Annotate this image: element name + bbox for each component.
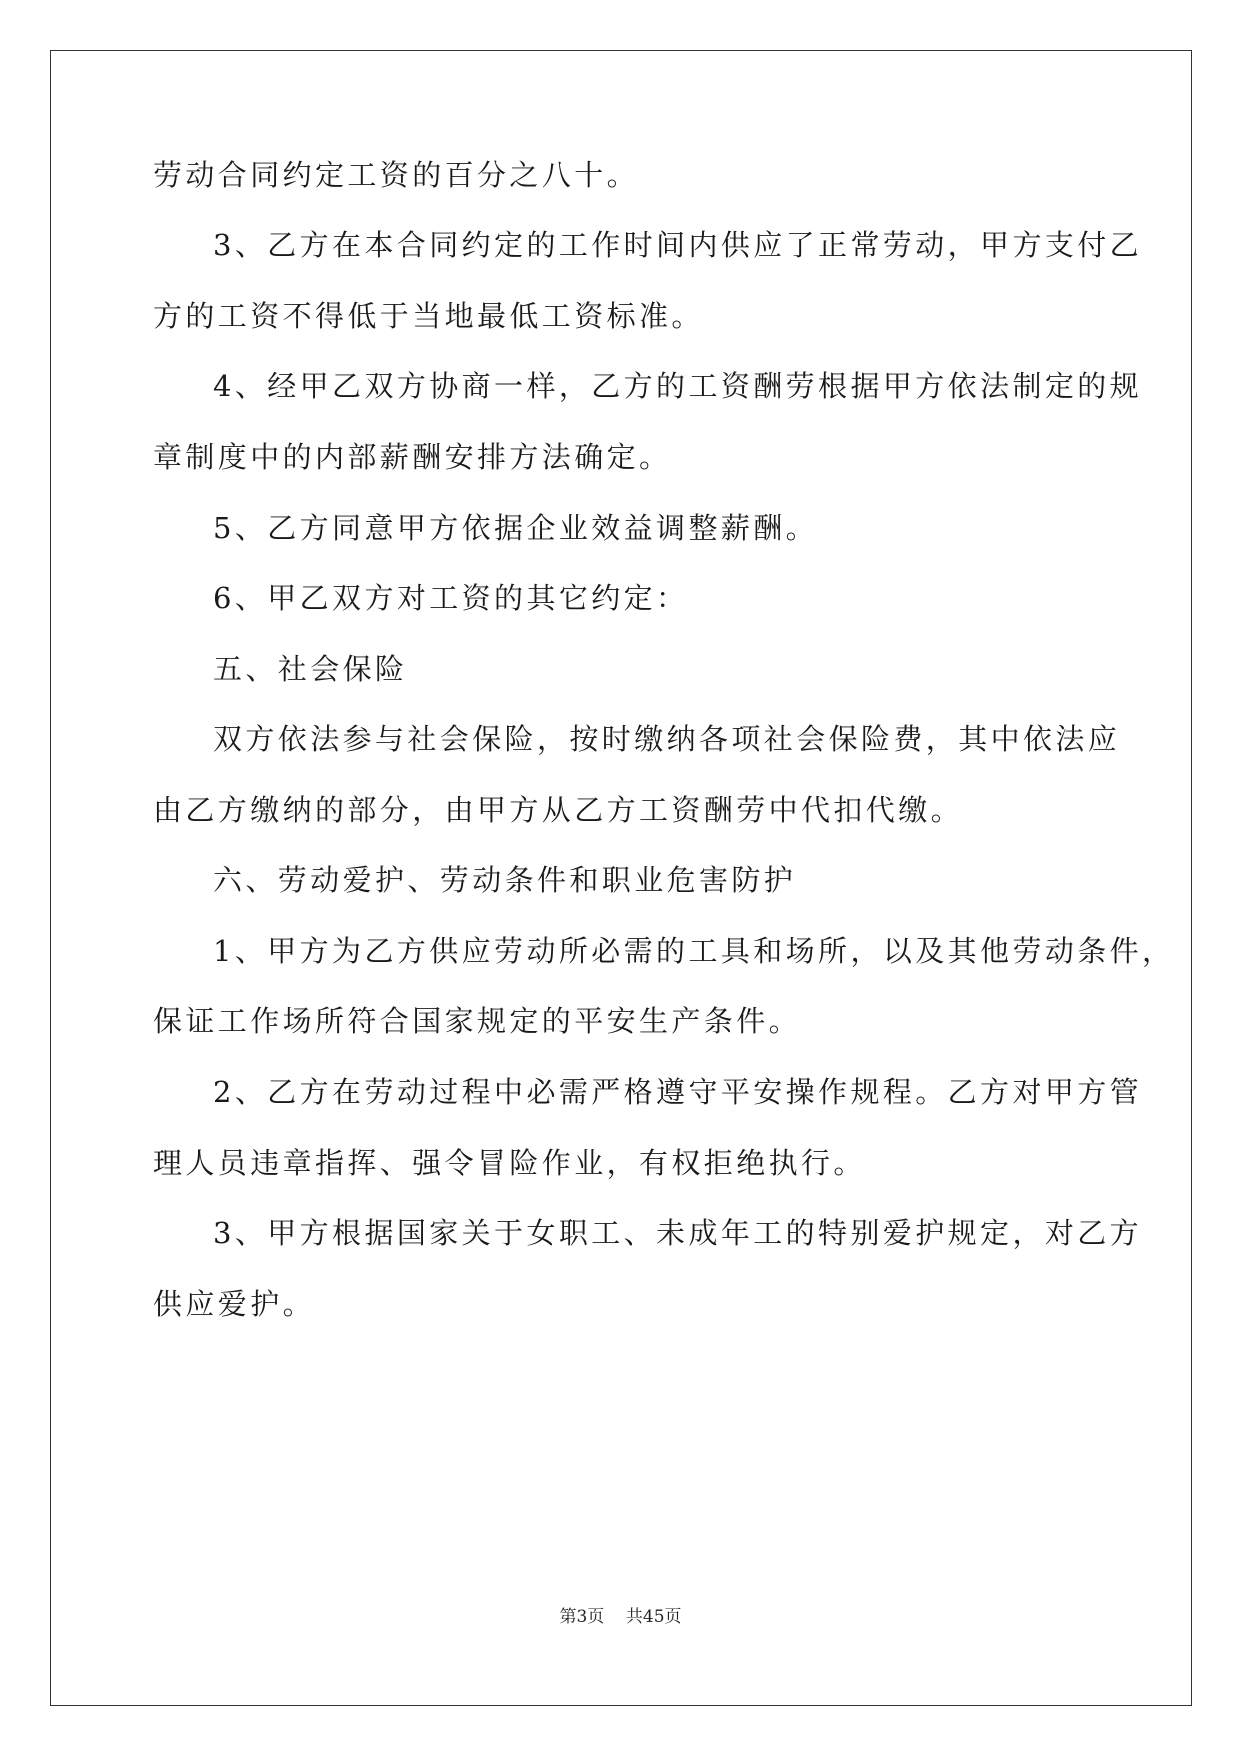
text-line: 6、甲乙双方对工资的其它约定： [213,581,689,615]
text-line: 供应爱护。 [153,1287,316,1321]
text-line: 4、经甲乙双方协商一样，乙方的工资酬劳根据甲方依法制定的规 [213,369,1143,403]
text-line: 2、乙方在劳动过程中必需严格遵守平安操作规程。乙方对甲方管 [213,1075,1143,1109]
text-line: 1、甲方为乙方供应劳动所必需的工具和场所，以及其他劳动条件， [213,934,1175,968]
text-line: 双方依法参与社会保险，按时缴纳各项社会保险费，其中依法应 [213,722,1121,756]
text-line: 章制度中的内部薪酬安排方法确定。 [153,440,672,474]
text-line: 3、乙方在本合同约定的工作时间内供应了正常劳动，甲方支付乙 [213,228,1143,262]
page-footer [0,1605,1241,1629]
text-line: 劳动合同约定工资的百分之八十。 [153,158,640,192]
page-total: 共45页 [625,1607,682,1627]
text-line: 5、乙方同意甲方依据企业效益调整薪酬。 [213,511,819,545]
text-line: 理人员违章指挥、强令冒险作业，有权拒绝执行。 [153,1146,866,1180]
text-line: 保证工作场所符合国家规定的平安生产条件。 [153,1004,802,1038]
text-line: 由乙方缴纳的部分，由甲方从乙方工资酬劳中代扣代缴。 [153,793,964,827]
text-line: 方的工资不得低于当地最低工资标准。 [153,299,704,333]
text-line: 3、甲方根据国家关于女职工、未成年工的特别爱护规定，对乙方 [213,1216,1143,1250]
page-number: 第3页 [559,1607,605,1627]
section-heading: 六、劳动爱护、劳动条件和职业危害防护 [213,863,797,897]
section-heading: 五、社会保险 [213,652,408,686]
